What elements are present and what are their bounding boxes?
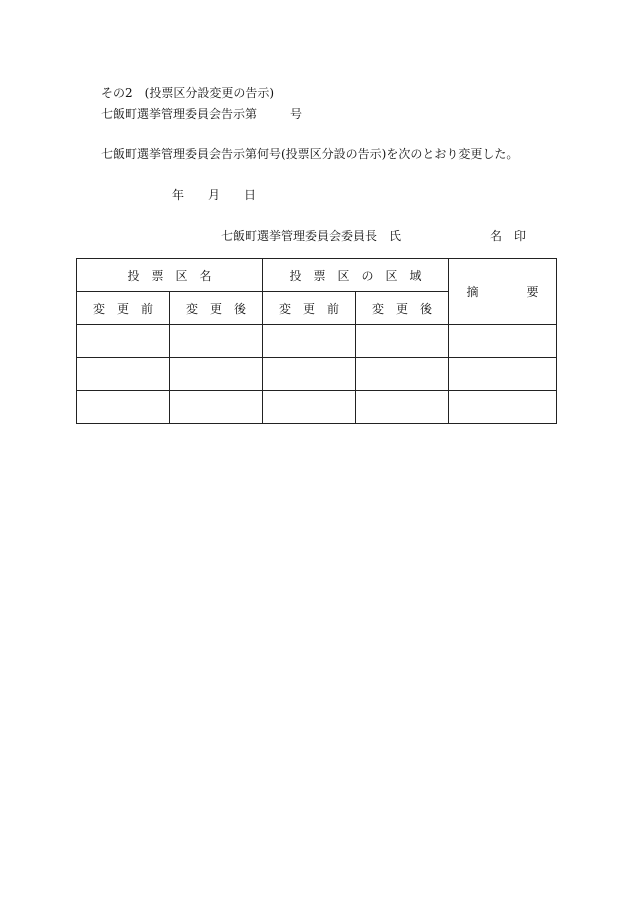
signature-title: 七飯町選挙管理委員会委員長 氏 xyxy=(221,229,402,243)
table-cell xyxy=(449,358,557,391)
signature-name-mark: 名 xyxy=(490,229,503,243)
table-cell xyxy=(170,391,263,424)
header-district-area: 投 票 区 の 区 域 xyxy=(263,259,449,292)
table-cell xyxy=(263,325,356,358)
notice-body-text: 七飯町選挙管理委員会告示第何号(投票区分設の告示)を次のとおり変更した。 xyxy=(101,147,519,161)
district-change-table xyxy=(76,258,557,424)
form-heading: その2 (投票区分設変更の告示) xyxy=(101,86,274,100)
signature-seal-mark: 印 xyxy=(514,229,527,243)
table-cell xyxy=(77,358,170,391)
subheader-area-after: 変 更 後 xyxy=(356,292,449,325)
date-year-label: 年 xyxy=(172,188,185,202)
table-cell xyxy=(170,325,263,358)
table-cell xyxy=(170,358,263,391)
notice-number-prefix: 七飯町選挙管理委員会告示第 xyxy=(101,107,258,121)
table-cell xyxy=(263,358,356,391)
header-remarks: 摘 要 xyxy=(449,259,557,325)
subheader-name-before: 変 更 前 xyxy=(77,292,170,325)
table-header-row xyxy=(77,259,557,292)
table-row xyxy=(77,391,557,424)
table-cell xyxy=(356,391,449,424)
notice-number-suffix: 号 xyxy=(290,107,303,121)
date-month-label: 月 xyxy=(208,188,221,202)
table-cell xyxy=(449,391,557,424)
table-cell xyxy=(356,358,449,391)
table-row xyxy=(77,358,557,391)
date-day-label: 日 xyxy=(244,188,257,202)
table-cell xyxy=(77,391,170,424)
subheader-area-before: 変 更 前 xyxy=(263,292,356,325)
table-cell xyxy=(77,325,170,358)
notice-number-line xyxy=(101,107,303,121)
subheader-name-after: 変 更 後 xyxy=(170,292,263,325)
table-cell xyxy=(449,325,557,358)
header-district-name: 投 票 区 名 xyxy=(77,259,263,292)
table-cell xyxy=(356,325,449,358)
table-cell xyxy=(263,391,356,424)
table-row xyxy=(77,325,557,358)
